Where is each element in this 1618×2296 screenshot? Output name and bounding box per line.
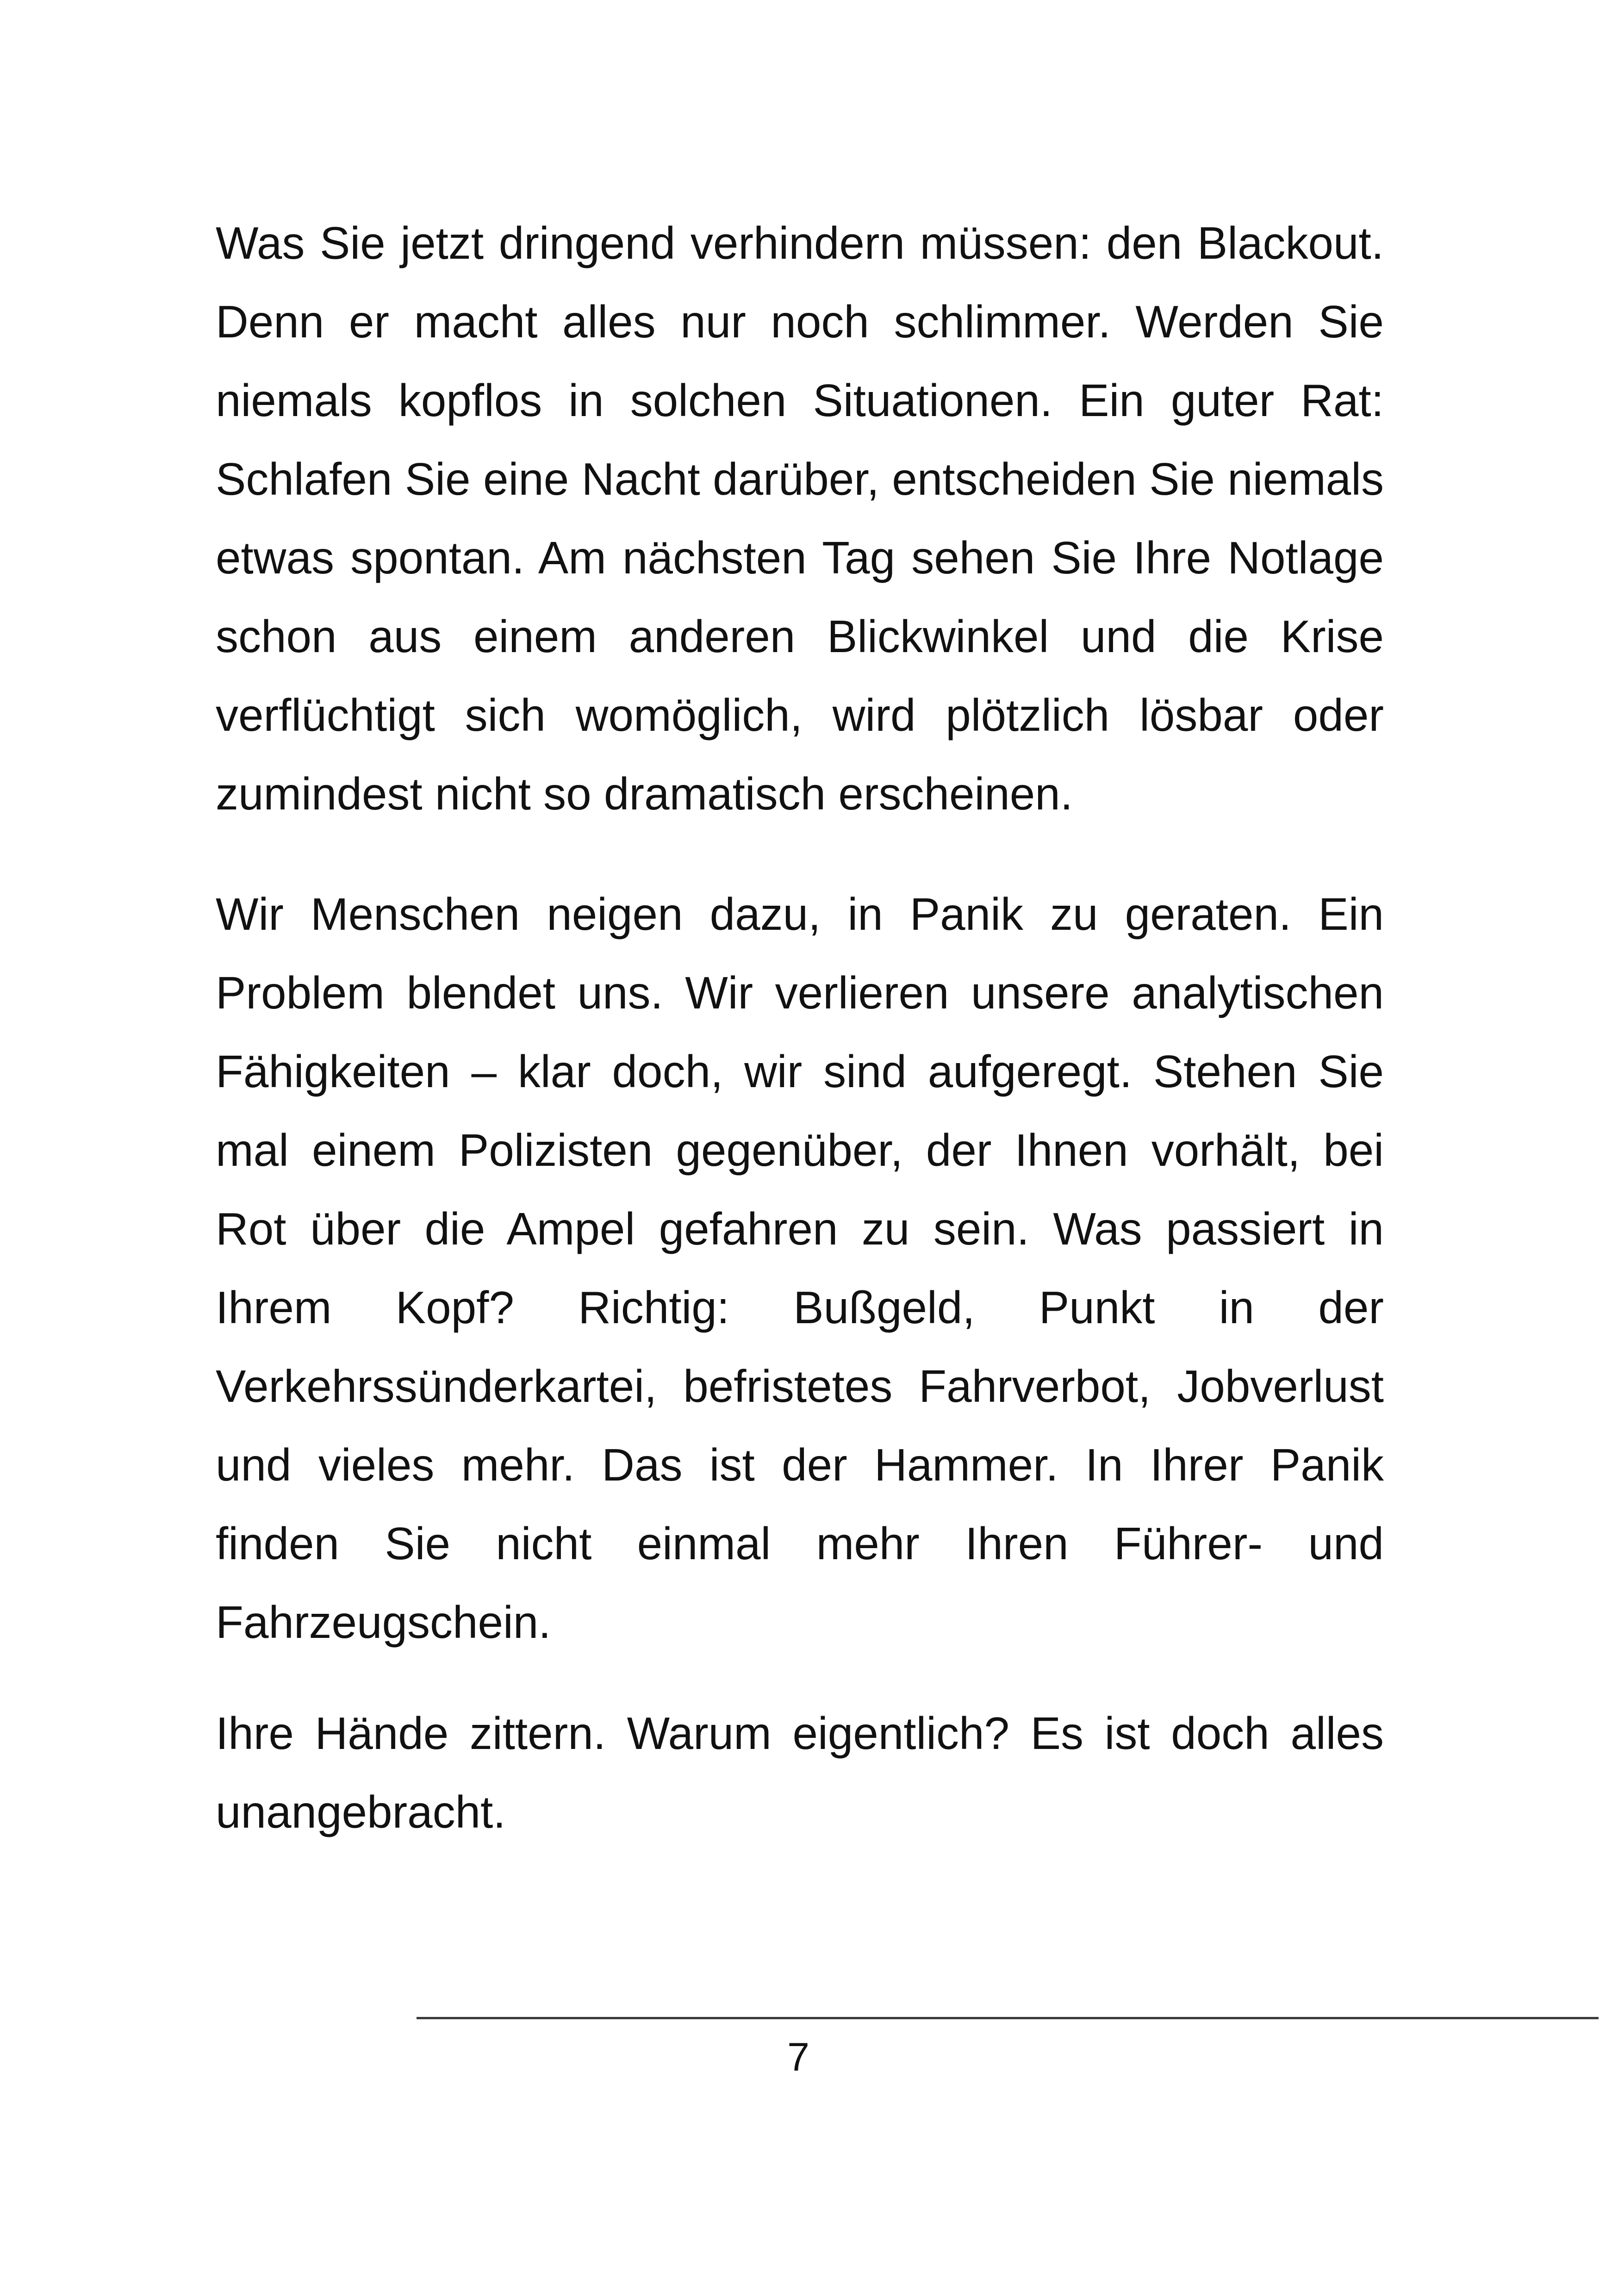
paragraph-3: Ihre Hände zittern. Warum eigentlich? Es ist doch alles unangebracht. (216, 1708, 1384, 1837)
paragraph-1: Was Sie jetzt dringend verhindern müssen: den Blackout. Denn er macht alles nur noch schlimmer. Werden Sie niemals kopflos in solchen Situationen. Ein guter Rat: Schlafen Sie eine Nacht darüber, entscheiden Sie niemals etwas spontan. Am nächsten Tag sehen Sie Ihre Notlage schon aus einem anderen Blickwinkel und die Krise verflüchtigt sich womöglich, wird plötzlich lösbar oder zumindest nicht so dramatisch erscheinen. (216, 218, 1384, 819)
paragraph-2: Wir Menschen neigen dazu, in Panik zu geraten. Ein Problem blendet uns. Wir verlieren unsere analytischen Fähigkeiten – klar doch, wir sind aufgeregt. Stehen Sie mal einem Polizisten gegenüber, der Ihnen vorhält, bei Rot über die Ampel gefahren zu sein. Was passiert in Ihrem Kopf? Richtig: Bußgeld, Punkt in der Verkehrssünderkartei, befristetes Fahrverbot, Jobverlust und vieles mehr. Das ist der Hammer. In Ihrer Panik finden Sie nicht einmal mehr Ihren Führer- und Fahrzeugschein. (216, 889, 1384, 1648)
page-number: 7 (787, 2035, 809, 2079)
footer-divider (417, 2017, 1599, 2019)
